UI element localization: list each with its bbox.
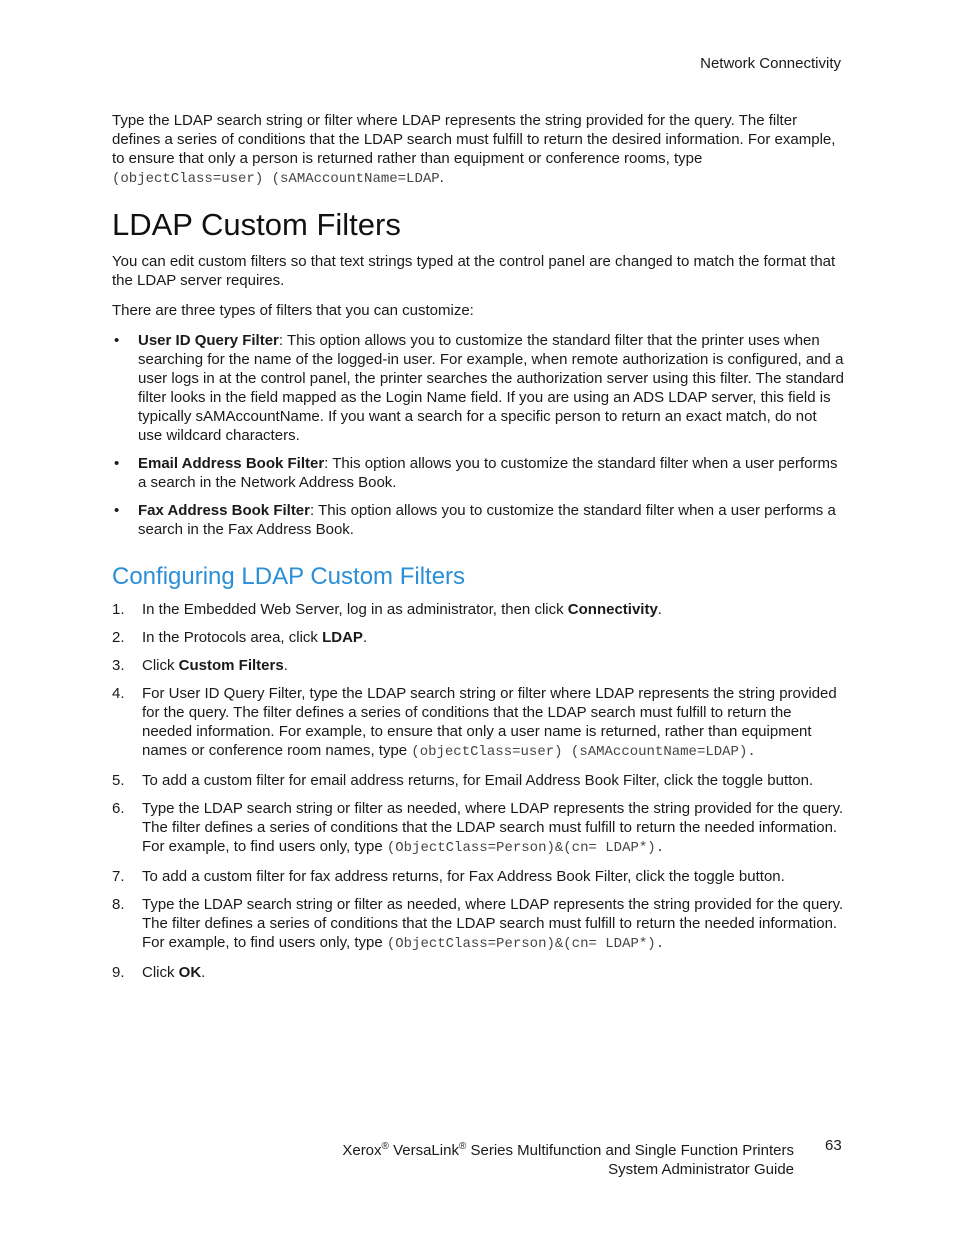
steps-list — [112, 600, 844, 982]
bullet-icon: • — [114, 332, 120, 349]
page-footer — [342, 1137, 794, 1179]
step-item: 6. Type the LDAP search string or filter as needed, where LDAP represents the string provided for the query. The filter defines a series of conditions that the LDAP search must fulfill to return the needed information. For example, to find users only, type (ObjectClass=Person)&(cn= LDAP*). — [112, 800, 844, 856]
list-item: • User ID Query Filter: This option allows you to customize the standard filter that the printer uses when searching for the name of the logged-in user. For example, when remote authorization is configured, and a user logs in at the control panel, the printer searches the authorization server using this filter. The standard filter looks in the field mapped as the Login Name field. If you are using an ADS LDAP server, this field is typically sAMAccountName. If you want a search for a specific person to return an exact match, do not use wildcard characters. — [114, 332, 844, 444]
step-item: 7. To add a custom filter for fax address returns, for Fax Address Book Filter, click the toggle button. — [112, 868, 785, 885]
page-content — [112, 111, 844, 991]
bullet-icon: • — [114, 455, 120, 472]
step-item: 9. Click OK. — [112, 964, 206, 981]
filter-types-list — [112, 331, 844, 539]
intro-code: (objectClass=user) (sAMAccountName=LDAP — [112, 171, 440, 187]
step-item: 4. For User ID Query Filter, type the LDAP search string or filter where LDAP represents the string provided for the query. The filter defines a series of conditions that the LDAP search must fulfill to return the needed information. For example, to ensure that only a user name is returned, rather than equipment names or conference room names, type (objectClass=user) (sAMAccountName=LDAP). — [112, 685, 837, 760]
step-item: 3. Click Custom Filters. — [112, 657, 288, 674]
intro-paragraph: Type the LDAP search string or filter where LDAP represents the string provided for the query. The filter defines a series of conditions that the LDAP search must fulfill to return the desired information. For example, to ensure that only a person is returned rather than equipment or conference rooms, type (objectClass=user) (sAMAccountName=LDAP. — [112, 112, 836, 187]
step-item: 8. Type the LDAP search string or filter as needed, where LDAP represents the string provided for the query. The filter defines a series of conditions that the LDAP search must fulfill to return the needed information. For example, to find users only, type (ObjectClass=Person)&(cn= LDAP*). — [112, 896, 844, 952]
footer-guide: System Administrator Guide — [608, 1161, 794, 1178]
running-header: Network Connectivity — [700, 55, 841, 72]
section-para-2: There are three types of filters that you can customize: — [112, 302, 474, 319]
list-item: • Email Address Book Filter: This option allows you to customize the standard filter when a user performs a search in the Network Address Book. — [114, 455, 838, 491]
section-para-1: You can edit custom filters so that text strings typed at the control panel are changed to match the format that the LDAP server requires. — [112, 253, 836, 289]
bullet-icon: • — [114, 502, 120, 519]
list-item: • Fax Address Book Filter: This option allows you to customize the standard filter when a user performs a search in the Fax Address Book. — [114, 502, 836, 538]
step-item: 1. In the Embedded Web Server, log in as administrator, then click Connectivity. — [112, 601, 662, 618]
page-number: 63 — [825, 1137, 842, 1154]
footer-product: Xerox® VersaLink® Series Multifunction and Single Function Printers — [342, 1141, 794, 1159]
subsection-title: Configuring LDAP Custom Filters — [112, 563, 466, 590]
step-item: 5. To add a custom filter for email address returns, for Email Address Book Filter, click the toggle button. — [112, 772, 814, 789]
step-item: 2. In the Protocols area, click LDAP. — [112, 629, 368, 646]
section-title: LDAP Custom Filters — [112, 207, 401, 242]
